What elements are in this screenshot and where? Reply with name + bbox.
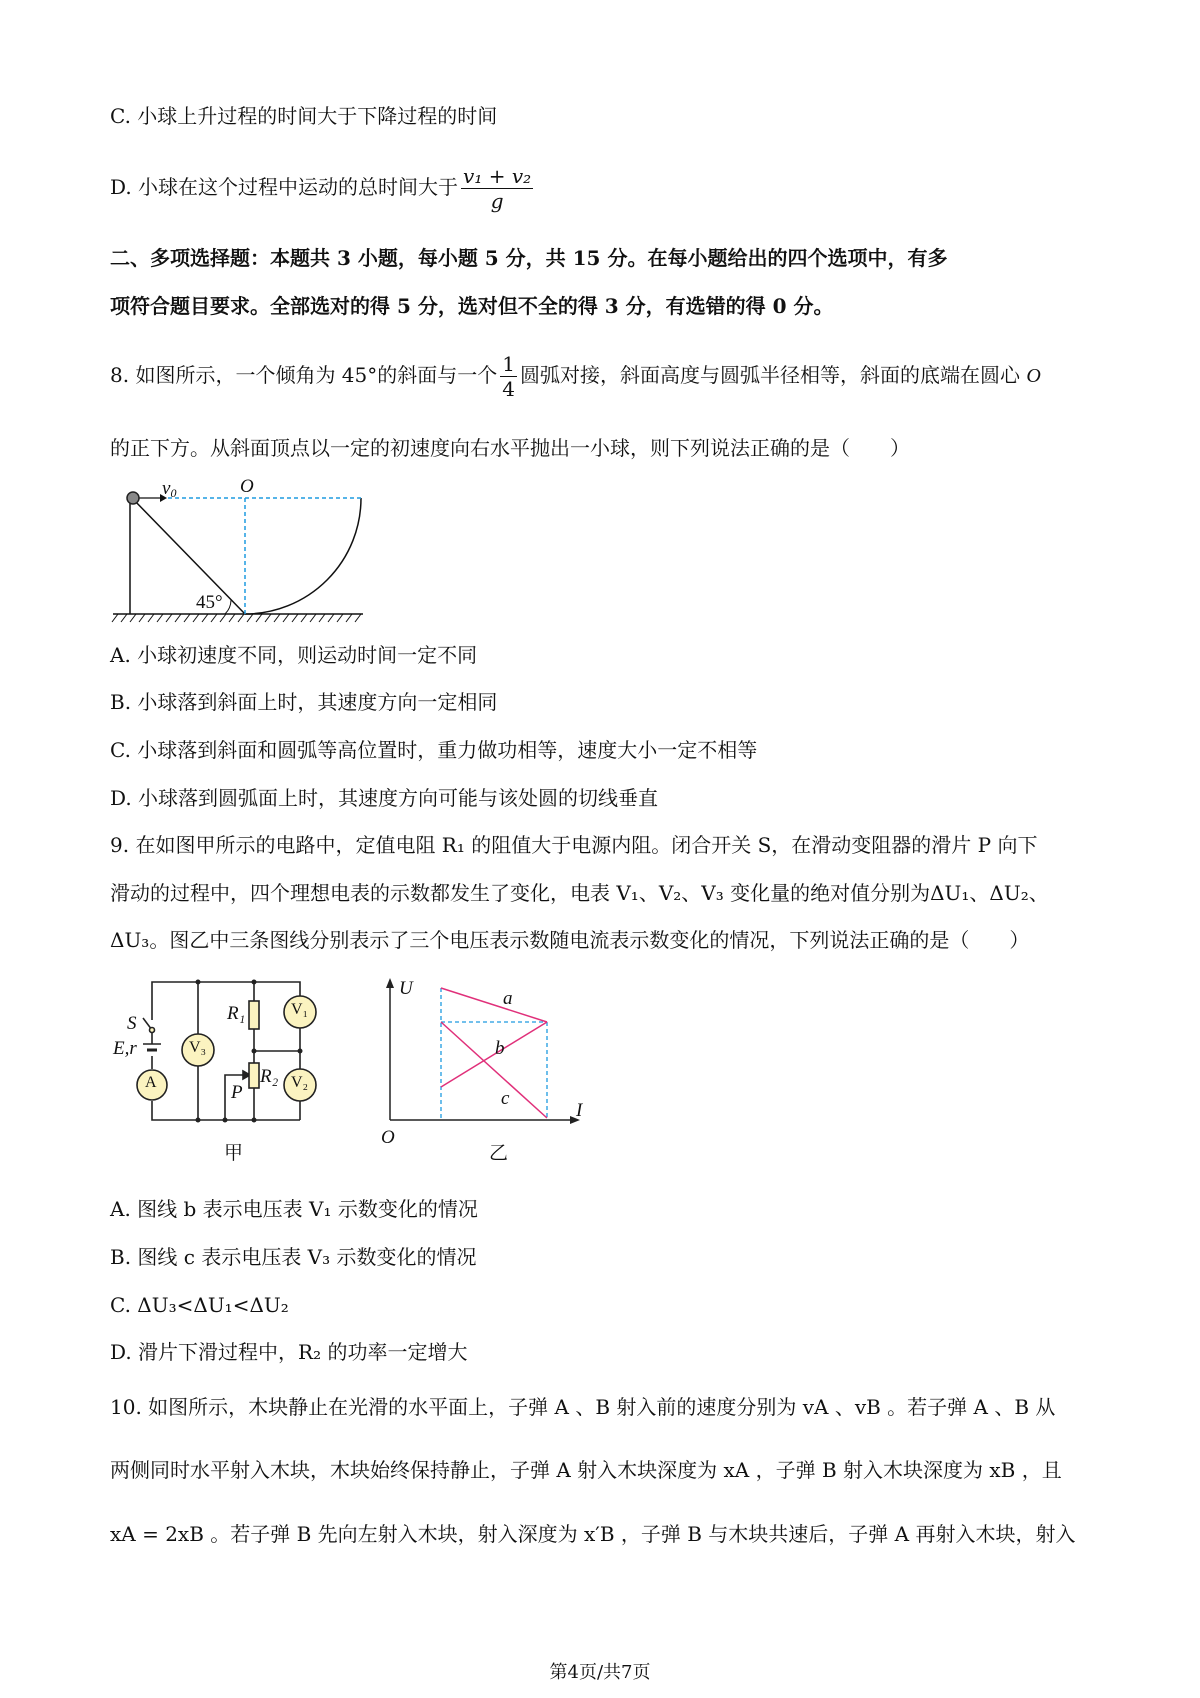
ground-hatch	[256, 614, 262, 622]
source-label: E,r	[113, 1038, 137, 1059]
ground-hatch	[184, 614, 190, 622]
ground-hatch	[175, 614, 181, 622]
numerator: 1	[502, 352, 515, 376]
slider-label: P	[231, 1082, 243, 1103]
line-c	[441, 1022, 547, 1118]
ball	[127, 492, 139, 504]
page-footer: 第4页/共7页	[549, 1662, 651, 1683]
angle-label: 45°	[196, 592, 223, 613]
section-heading-line1: 二、多项选择题：本题共 3 小题，每小题 5 分，共 15 分。在每小题给出的四个选项中，有多	[110, 246, 948, 270]
ground-hatch	[229, 614, 235, 622]
q9-option-a: A. 图线 b 表示电压表 V₁ 示数变化的情况	[110, 1197, 478, 1221]
figure-jia-caption: 甲	[224, 1143, 244, 1164]
q10-line2: 两侧同时水平射入木块，木块始终保持静止，子弹 A 射入木块深度为 xA ，子弹 B 射入木块深度为 xB ，且	[110, 1458, 1062, 1482]
q7-option-c: C. 小球上升过程的时间大于下降过程的时间	[110, 104, 498, 128]
center-label: O	[1026, 365, 1041, 387]
ground-hatch	[292, 614, 298, 622]
figure-yi-caption: 乙	[489, 1143, 509, 1164]
incline-arc-figure	[112, 492, 363, 622]
q9-option-b: B. 图线 c 表示电压表 V₃ 示数变化的情况	[110, 1245, 477, 1269]
ground-hatch	[274, 614, 280, 622]
o-label: O	[240, 476, 254, 497]
line-a-label: a	[503, 988, 513, 1009]
ammeter-label: A	[145, 1074, 157, 1091]
denominator: g	[490, 189, 504, 213]
ground-hatch	[211, 614, 217, 622]
ground-hatch	[337, 614, 343, 622]
numerator: v₁ + v₂	[463, 164, 532, 188]
origin-label: O	[381, 1127, 395, 1148]
line-a	[441, 988, 547, 1022]
ground-hatch	[328, 614, 334, 622]
ground-hatch	[148, 614, 154, 622]
q8-option-b: B. 小球落到斜面上时，其速度方向一定相同	[110, 690, 498, 714]
ground-hatch	[310, 614, 316, 622]
v0-sub: 0	[170, 486, 177, 500]
section-heading-line2: 项符合题目要求。全部选对的得 5 分，选对但不全的得 3 分，有选错的得 0 分。	[110, 294, 834, 318]
ground-hatch	[346, 614, 352, 622]
v0-label	[162, 478, 176, 501]
q9-line2: 滑动的过程中，四个理想电表的示数都发生了变化，电表 V₁、V₂、V₃ 变化量的绝对值分别为ΔU₁、ΔU₂、	[110, 881, 1049, 905]
v3-label: V₃	[189, 1039, 207, 1056]
switch-label: S	[127, 1013, 137, 1034]
r1-label: R₁	[227, 1003, 246, 1024]
u-i-graph	[386, 978, 583, 1124]
denominator: 4	[502, 377, 515, 401]
ground-hatch	[319, 614, 325, 622]
line-c-label: c	[501, 1088, 510, 1109]
q8-line2: 的正下方。从斜面顶点以一定的初速度向右水平抛出一小球，则下列说法正确的是（ ）	[110, 436, 910, 460]
ground-hatch	[166, 614, 172, 622]
line-b-label: b	[495, 1038, 505, 1059]
q9-line3: ΔU₃。图乙中三条图线分别表示了三个电压表示数随电流表示数变化的情况，下列说法正确的是（ ）	[110, 928, 1030, 952]
q8-option-a: A. 小球初速度不同，则运动时间一定不同	[110, 643, 478, 667]
ground-hatch	[157, 614, 163, 622]
ground-hatch	[193, 614, 199, 622]
r2-label: R₂	[260, 1066, 279, 1087]
v1-label: V₁	[291, 1001, 309, 1018]
ground-hatch	[247, 614, 253, 622]
q8-option-d: D. 小球落到圆弧面上时，其速度方向可能与该处圆的切线垂直	[110, 786, 659, 810]
ground-hatch	[130, 614, 136, 622]
q8-option-c: C. 小球落到斜面和圆弧等高位置时，重力做功相等，速度大小一定不相等	[110, 738, 758, 762]
line-b	[441, 1022, 547, 1087]
q8-text-a: 8. 如图所示，一个倾角为 45°的斜面与一个	[110, 363, 498, 387]
v0-v: v	[162, 478, 171, 499]
circuit-figure	[137, 980, 316, 1123]
q9-line1: 9. 在如图甲所示的电路中，定值电阻 R₁ 的阻值大于电源内阻。闭合开关 S，在滑动变阻器的滑片 P 向下	[110, 833, 1038, 857]
ground-hatch	[139, 614, 145, 622]
v2-label: V₂	[291, 1074, 309, 1091]
ground-hatch	[220, 614, 226, 622]
ground-hatch	[301, 614, 307, 622]
q10-line3: xA = 2xB 。若子弹 B 先向左射入木块，射入深度为 x′B ，子弹 B 与木块共速后，子弹 A 再射入木块，射入	[110, 1522, 1076, 1546]
ground-hatch	[265, 614, 271, 622]
u-axis-label: U	[399, 978, 413, 999]
i-axis-label: I	[576, 1100, 583, 1121]
ground-hatch	[112, 614, 118, 622]
ground-hatch	[121, 614, 127, 622]
ground-hatch	[202, 614, 208, 622]
q10-line1: 10. 如图所示，木块静止在光滑的水平面上，子弹 A 、B 射入前的速度分别为 vA 、vB 。若子弹 A 、B 从	[110, 1395, 1056, 1419]
q9-option-c: C. ΔU₃<ΔU₁<ΔU₂	[110, 1293, 289, 1317]
ground-hatch	[355, 614, 361, 622]
q9-option-d: D. 滑片下滑过程中，R₂ 的功率一定增大	[110, 1340, 468, 1364]
q8-text-b: 圆弧对接，斜面高度与圆弧半径相等，斜面的底端在圆心	[519, 363, 1020, 387]
ground-hatch	[283, 614, 289, 622]
q7-option-d-text: D. 小球在这个过程中运动的总时间大于	[110, 175, 459, 199]
ground-hatch	[238, 614, 244, 622]
